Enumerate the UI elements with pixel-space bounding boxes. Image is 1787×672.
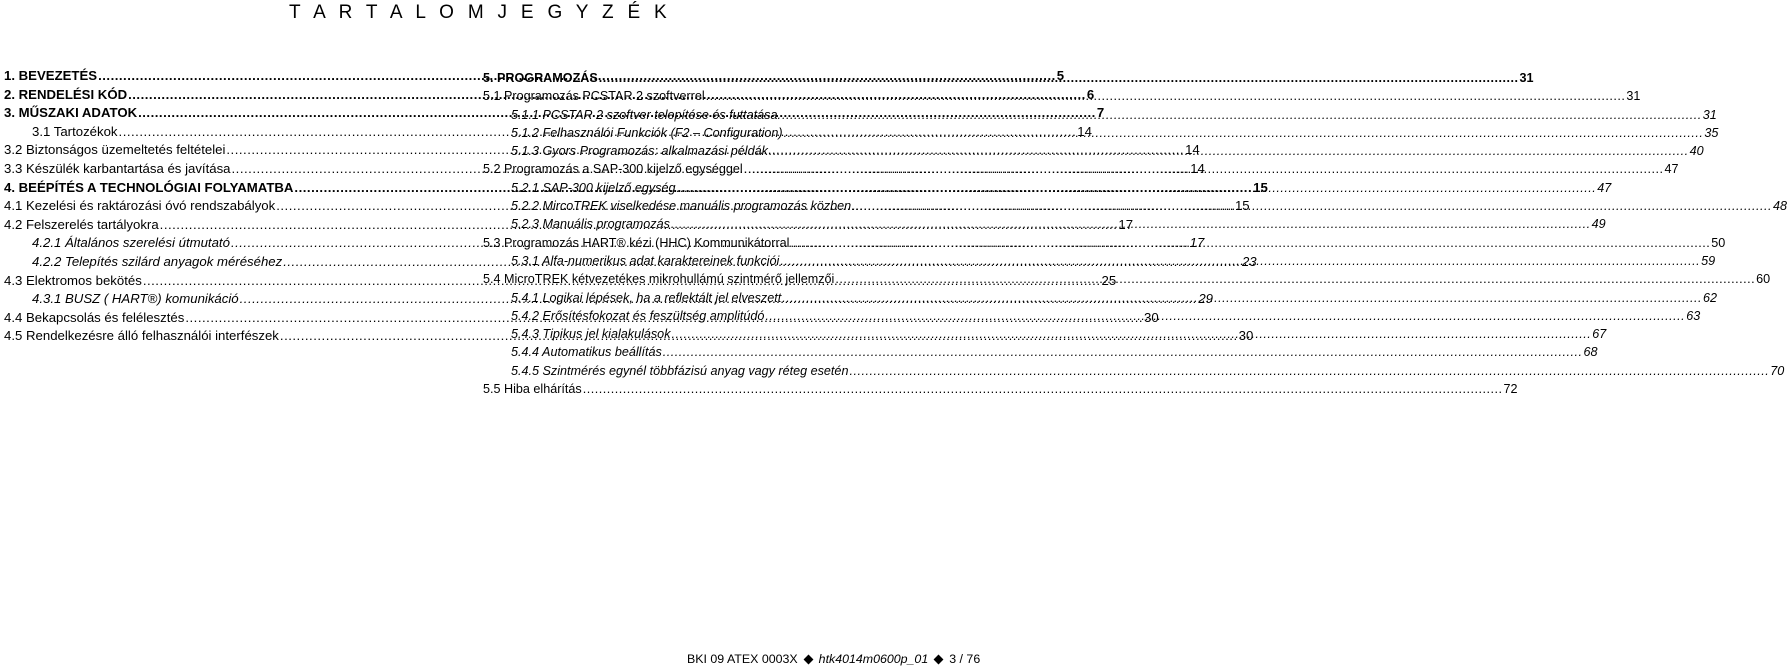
- toc-entry-label: 3. MŰSZAKI ADATOK: [4, 105, 138, 121]
- toc-dot-leader: [769, 144, 1689, 158]
- toc-entry-label: 4.3 Elektromos bekötés: [4, 272, 142, 288]
- toc-entry-label: 5.4.4 Automatikus beállítás: [511, 345, 662, 360]
- toc-entry-page: 68: [1583, 345, 1598, 360]
- toc-entry-label: 4.5 Rendelkezésre álló felhasználói interfészek: [4, 328, 279, 344]
- toc-entry-label: 5.4 MicroTREK kétvezetékes mikrohullámú szintmérő jellemzői: [483, 272, 835, 287]
- toc-entry-label: 3.2 Biztonságos üzemeltetés feltételei: [4, 142, 226, 158]
- toc-entry-label: 4. BEÉPÍTÉS A TECHNOLÓGIAI FOLYAMATBA: [4, 179, 294, 195]
- footer-certificate: BKI 09 ATEX 0003X: [687, 652, 798, 666]
- toc-dot-leader: [671, 217, 1591, 231]
- toc-entry-page: 67: [1592, 327, 1607, 342]
- toc-entry-label: 4.2 Felszerelés tartályokra: [4, 216, 159, 232]
- toc-entry-page: 47: [1664, 162, 1679, 177]
- toc-entry-page: 48: [1772, 199, 1787, 214]
- toc-entry[interactable]: [483, 345, 1598, 363]
- toc-entry-page: 15: [1253, 179, 1268, 195]
- toc-entry-label: 5.5 Hiba elhárítás: [483, 382, 582, 397]
- toc-entry-page: 35: [1704, 125, 1719, 140]
- toc-entry-page: 31: [1702, 107, 1717, 122]
- toc-dot-leader: [852, 199, 1772, 213]
- toc-entry-page: 47: [1597, 180, 1612, 195]
- toc-entry-page: 31: [1626, 89, 1641, 104]
- toc-entry-page: 17: [1189, 235, 1205, 251]
- toc-dot-leader: [835, 272, 1755, 286]
- toc-entry-page: 14: [1185, 142, 1200, 158]
- toc-entry-page: 17: [1118, 216, 1134, 232]
- toc-entry-page: 59: [1701, 253, 1716, 268]
- toc-entry[interactable]: [483, 382, 1518, 400]
- toc-entry-label: 5.1.2 Felhasználói Funkciók (F2 – Configuration): [511, 125, 783, 140]
- toc-entry-label: 3.1 Tartozékok: [32, 123, 118, 139]
- toc-entry[interactable]: [483, 89, 1641, 107]
- toc-entry-label: 4.2.1 Általános szerelési útmutató: [32, 235, 230, 251]
- toc-entry-page: 30: [1238, 328, 1254, 344]
- toc-entry-page: 60: [1756, 272, 1771, 287]
- toc-dot-leader: [599, 71, 1519, 85]
- diamond-icon: [934, 654, 944, 664]
- toc-entry-label: 4.3.1 BUSZ ( HART®) komunikáció: [32, 291, 239, 307]
- toc-entry-page: 30: [1144, 309, 1159, 325]
- toc-entry-label: 4.1 Kezelési és raktározási óvó rendszabályok: [4, 198, 276, 214]
- toc-entry-label: 5.3 Programozás HART® kézi (HHC) Kommunikátorral: [483, 235, 790, 250]
- toc-dot-leader: [677, 181, 1597, 195]
- toc-entry-label: 5.2 Programozás a SAP-300 kijelző egységgel: [483, 162, 743, 177]
- toc-entry-label: 5.2.1 SAP-300 kijelző egység: [511, 180, 676, 195]
- page-footer: [687, 652, 980, 666]
- toc-dot-leader: [744, 162, 1664, 176]
- toc-entry-label: 4.2.2 Telepítés szilárd anyagok méréséhez: [32, 253, 283, 269]
- toc-entry-page: 5: [1056, 68, 1065, 83]
- toc-entry[interactable]: [483, 363, 1785, 382]
- toc-dot-leader: [784, 123, 1704, 140]
- toc-entry-page: 70: [1770, 363, 1785, 378]
- toc-dot-leader: [663, 345, 1583, 359]
- toc-entry[interactable]: [483, 107, 1717, 126]
- toc-dot-leader: [583, 382, 1503, 396]
- toc-entry-page: 29: [1198, 291, 1213, 307]
- toc-entry-page: 50: [1711, 235, 1726, 250]
- toc-entry-page: 25: [1101, 272, 1117, 288]
- toc-entry-page: 49: [1591, 217, 1606, 232]
- toc-entry-label: 3.3 Készülék karbantartása és javítása: [4, 160, 231, 176]
- toc-entry-page: 31: [1519, 71, 1534, 85]
- toc-entry-label: 5.4.1 Logikai lépések, ha a reflektált jel elveszett: [511, 290, 782, 305]
- toc-entry-page: 6: [1086, 86, 1095, 102]
- toc-entry-label: 1. BEVEZETÉS: [4, 68, 98, 83]
- toc-dot-leader: [780, 254, 1700, 268]
- toc-entry-label: 5.4.2 Erősítésfokozat és feszültség amplitúdó: [511, 308, 765, 323]
- footer-page-number: 3 / 76: [949, 652, 981, 666]
- toc-entry-page: 72: [1503, 382, 1518, 397]
- toc-entry-page: 23: [1241, 253, 1257, 269]
- diamond-icon: [803, 654, 813, 664]
- toc-dot-leader: [672, 327, 1592, 344]
- toc-entry-page: 14: [1077, 123, 1092, 139]
- toc-entry-label: 2. RENDELÉSI KÓD: [4, 86, 128, 102]
- toc-entry-label: 5.1 Programozás PCSTAR 2 szoftverrel: [483, 89, 705, 104]
- toc-dot-leader: [782, 108, 1702, 122]
- toc-entry[interactable]: [483, 71, 1534, 89]
- toc-dot-leader: [790, 236, 1710, 250]
- toc-entry-label: 5.3.1 Alfa-numerikus adat karaktereinek funkciói: [511, 253, 780, 268]
- toc-entry-page: 62: [1703, 290, 1718, 305]
- toc-entry-label: 5.1.1 PCSTAR 2 szoftver telepítése és futtatása.: [511, 107, 781, 122]
- toc-entry-page: 14: [1190, 160, 1205, 176]
- toc-entry-label: 5.4.3 Tipikus jel kialakulások: [511, 327, 671, 342]
- toc-entry-label: 5.4.5 Szintmérés egynél többfázisú anyag vagy réteg esetén: [511, 363, 849, 378]
- toc-dot-leader: [706, 86, 1626, 103]
- toc-entry-page: 63: [1686, 308, 1701, 323]
- toc-entry-page: 15: [1234, 198, 1250, 214]
- footer-document-code: htk4014m0600p_01: [818, 652, 929, 666]
- toc-entry-label: 5.1.3 Gyors Programozás: alkalmazási példák: [511, 144, 768, 159]
- toc-dot-leader: [782, 291, 1702, 305]
- toc-entry-page: 7: [1096, 105, 1105, 121]
- toc-entry-page: 40: [1689, 144, 1704, 159]
- toc-dot-leader: [765, 309, 1685, 323]
- toc-entry-label: 5.2.3 Manuális programozás: [511, 217, 670, 232]
- toc-entry-label: 5. PROGRAMOZÁS: [483, 71, 598, 85]
- toc-entry-label: 4.4 Bekapcsolás és felélesztés: [4, 309, 185, 325]
- page-title: T A R T A L O M J E G Y Z É K: [288, 2, 672, 23]
- toc-dot-leader: [849, 364, 1769, 378]
- toc-entry-label: 5.2.2 MircoTREK viselkedése manuális programozás közben: [511, 199, 852, 214]
